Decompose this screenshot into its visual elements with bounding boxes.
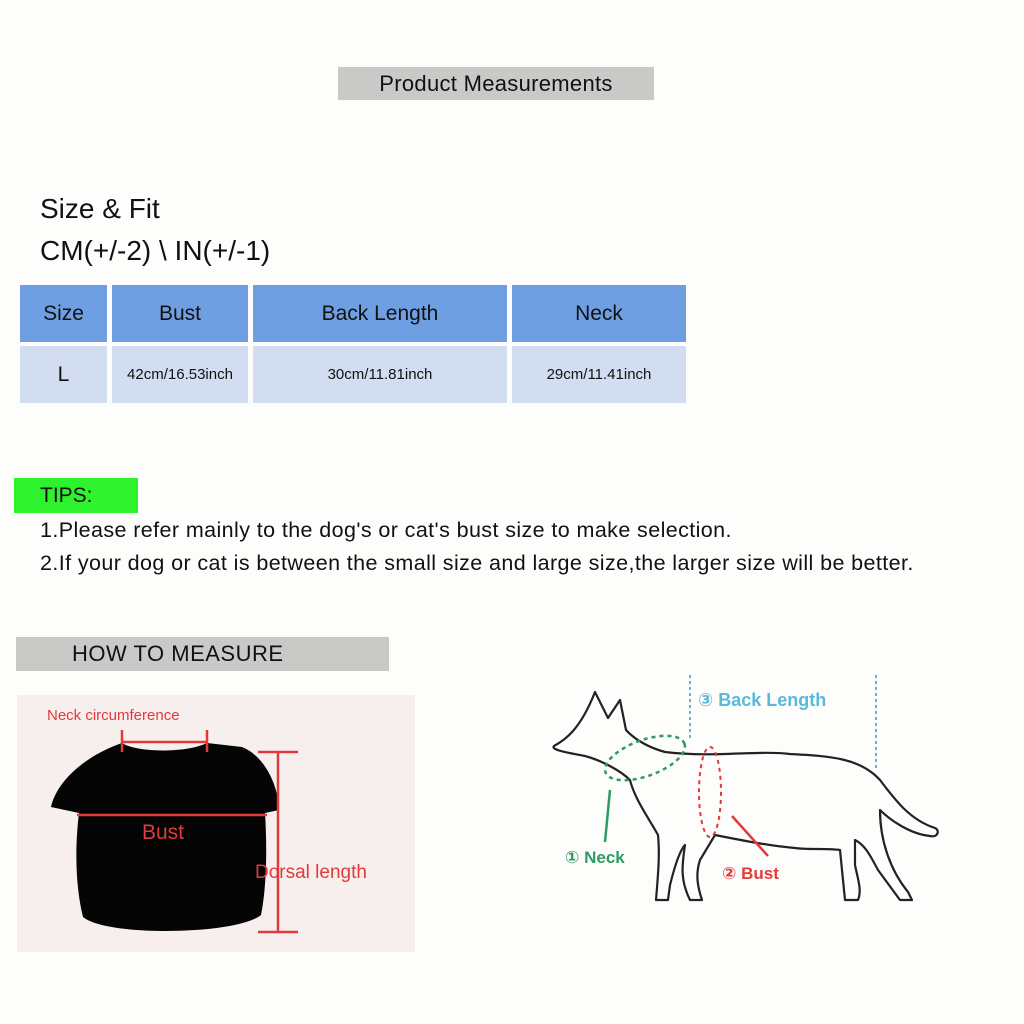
- bust-label: Bust: [142, 821, 185, 844]
- column-header-bust: Bust: [112, 285, 248, 342]
- column-header-size: Size: [20, 285, 107, 342]
- column-header-neck: Neck: [512, 285, 686, 342]
- how-to-measure-heading: HOW TO MEASURE: [16, 637, 389, 671]
- tip-2: 2.If your dog or cat is between the small size and large size,the larger size will be better.: [40, 551, 914, 575]
- tip-1: 1.Please refer mainly to the dog's or cat's bust size to make selection.: [40, 518, 732, 542]
- page-title: Product Measurements: [338, 67, 654, 100]
- neck-circumference-label: Neck circumference: [47, 707, 180, 724]
- tips-badge: TIPS:: [14, 478, 138, 513]
- size-fit-section: [40, 188, 270, 272]
- shirt-diagram: [17, 695, 415, 952]
- shirt-illustration: [17, 695, 415, 952]
- size-fit-heading: Size & Fit: [40, 193, 160, 224]
- neck-measure-ring: [599, 727, 690, 790]
- dog-back-length-label: ③ Back Length: [698, 690, 827, 710]
- dorsal-length-label: Dorsal length: [255, 862, 367, 883]
- neck-pointer-line: [605, 790, 610, 842]
- table-header-row: [20, 285, 686, 342]
- dog-diagram: [540, 670, 1000, 930]
- dog-illustration: [540, 670, 1000, 930]
- cell-bust: 42cm/16.53inch: [112, 346, 248, 403]
- bust-pointer-line: [732, 816, 768, 856]
- size-units-note: CM(+/-2) \ IN(+/-1): [40, 235, 271, 266]
- dog-bust-label: ② Bust: [722, 864, 779, 883]
- bust-measure-ring: [699, 747, 721, 837]
- cell-back-length: 30cm/11.81inch: [253, 346, 507, 403]
- cell-neck: 29cm/11.41inch: [512, 346, 686, 403]
- cell-size: L: [20, 346, 107, 403]
- size-table: [15, 281, 691, 407]
- tips-text: [40, 514, 980, 580]
- table-row: [20, 346, 686, 403]
- column-header-back-length: Back Length: [253, 285, 507, 342]
- dog-neck-label: ① Neck: [565, 848, 625, 867]
